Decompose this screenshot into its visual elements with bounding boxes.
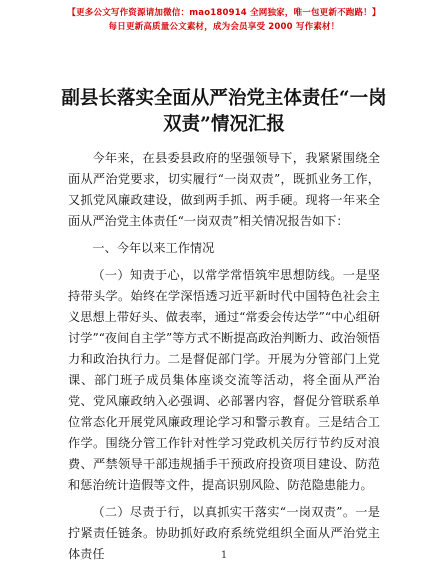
body-paragraph: （一）知责于心，以常学常悟筑牢思想防线。一是坚持带头学。始终在学深悟透习近平新时代中国特色社会主义思想上带好头、做表率，通过“常委会传达学”“中心组研讨学”“夜间自主学”等方式不断提高政治判断力、政治领悟力和政治执行力。二是督促部门学。开展为分管部门上党课、部门班子成员集体座谈交流等活动，将全面从严治党、党风廉政纳入必强调、必部署内容，督促分管联系单位常态化开展党风廉政理论学习和警示教育。三是结合工作学。围绕分管工作针对性学习党政机关厉行节约反对浪费、严禁领导干部违规插手干预政府投资项目建设、防范和惩治统计造假等文件，提高识别风险、防范隐患能力。 bbox=[68, 268, 380, 492]
intro-paragraph: 今年来，在县委县政府的坚强领导下，我紧紧围绕全面从严治党要求，切实履行“一岗双责”，既抓业务工作，又抓党风廉政建设，做到两手抓、两手硬。现将一年来全面从严治党主体责任“一岗双责”相关情况报告如下： bbox=[68, 151, 380, 228]
document-body bbox=[68, 148, 380, 565]
promo-banner-line-2: 每日更新高质量公文素材，成为会员享受 2000 写作素材！ bbox=[108, 22, 340, 32]
section-heading: 一、今年以来工作情况 bbox=[92, 241, 215, 255]
body-paragraph: （二）尽责于行，以真抓实干落实“一岗双责”。一是拧紧责任链条。协助抓好政府系统党组织全面从严治党主体责任 bbox=[68, 505, 380, 561]
promo-banner-line-1: 【更多公文写作资源请加微信：mao180914 全网独家，唯一包更新不跑路！】 bbox=[67, 8, 381, 18]
page-number: 1 bbox=[220, 550, 228, 561]
document-title: 副县长落实全面从严治党主体责任“一岗双责”情况汇报 bbox=[61, 88, 387, 135]
